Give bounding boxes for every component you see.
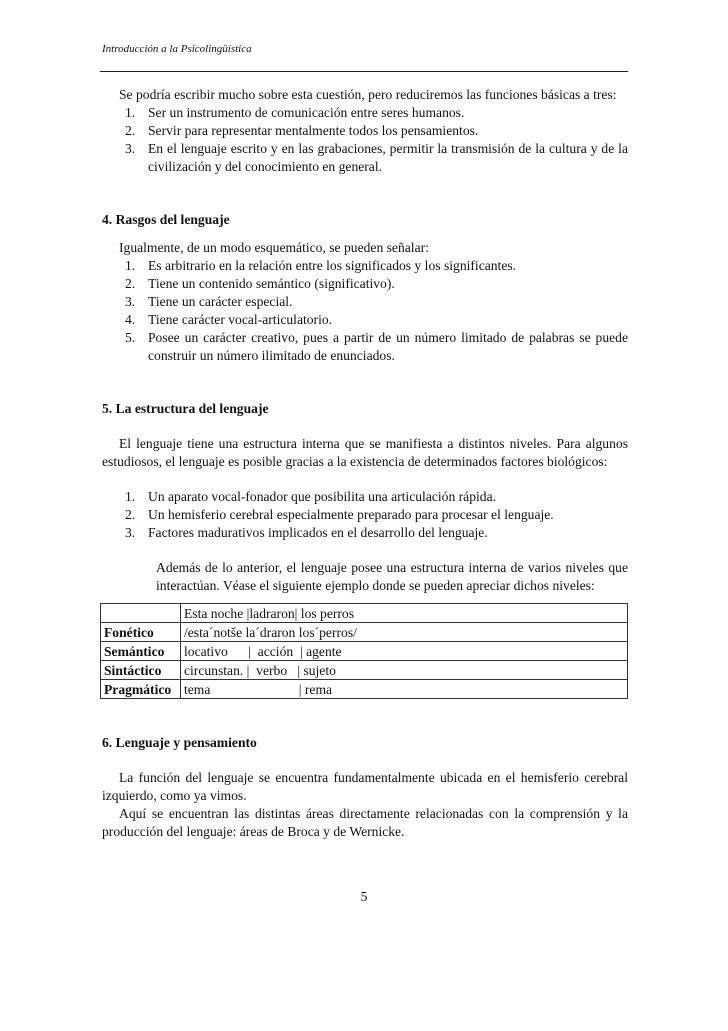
list-item-text: Es arbitrario en la relación entre los significados y los significantes.	[148, 258, 517, 273]
list-item	[102, 329, 628, 365]
list-item-text: Tiene un carácter especial.	[148, 294, 293, 309]
list-number: 3.	[125, 294, 136, 309]
list-number: 2.	[125, 507, 136, 522]
list-number: 1.	[125, 489, 136, 504]
table-cell-empty	[101, 604, 181, 623]
page-number: 5	[360, 889, 368, 904]
section-5-paragraph: El lenguaje tiene una estructura interna que se manifiesta a distintos niveles. Para algunos estudiosos, el lenguaje es posible gracias a la existencia de determinados factores biológicos:	[102, 436, 628, 469]
list-item-text: Un hemisferio cerebral especialmente preparado para procesar el lenguaje.	[148, 507, 554, 522]
list-item	[102, 311, 628, 329]
list-number: 2.	[125, 276, 136, 291]
list-number: 3.	[125, 525, 136, 540]
list-item	[102, 104, 628, 122]
section-4-heading: 4. Rasgos del lenguaje	[102, 212, 230, 227]
list-number: 1.	[125, 258, 136, 273]
header-rule	[100, 71, 628, 72]
list-item	[102, 122, 628, 140]
indented-paragraph: Además de lo anterior, el lenguaje posee una estructura interna de varios niveles que interactúan. Véase el siguiente ejemplo donde se pueden apreciar dichos niveles:	[156, 560, 628, 593]
list-number: 2.	[125, 123, 136, 138]
list-item-text: Factores madurativos implicados en el desarrollo del lenguaje.	[148, 525, 488, 540]
list-item-text: Posee un carácter creativo, pues a partir de un número limitado de palabras se puede construir un número ilimitado de enunciados.	[148, 330, 628, 363]
functions-list	[102, 104, 628, 176]
list-item-text: Servir para representar mentalmente todos los pensamientos.	[148, 123, 479, 138]
list-number: 3.	[125, 141, 136, 156]
list-item	[102, 140, 628, 176]
table-row	[101, 661, 628, 680]
row-value: locativo | acción | agente	[181, 642, 628, 661]
row-value: circunstan. | verbo | sujeto	[181, 661, 628, 680]
page-content	[102, 86, 628, 841]
list-item-text: Tiene un contenido semántico (significativo).	[148, 276, 395, 291]
list-item	[102, 257, 628, 275]
list-item	[102, 293, 628, 311]
table-row	[101, 604, 628, 623]
list-number: 5.	[125, 330, 136, 345]
language-levels-table	[100, 603, 628, 699]
list-number: 1.	[125, 105, 136, 120]
table-row	[101, 642, 628, 661]
section-5-heading: 5. La estructura del lenguaje	[102, 401, 269, 416]
list-item	[102, 524, 628, 542]
list-item	[102, 275, 628, 293]
section-6-paragraph: La función del lenguaje se encuentra fundamentalmente ubicada en el hemisferio cerebral izquierdo, como ya vimos.	[102, 770, 628, 803]
list-item-text: Un aparato vocal-fonador que posibilita una articulación rápida.	[148, 489, 497, 504]
traits-list	[102, 257, 628, 365]
table-example: Esta noche |ladraron| los perros	[181, 604, 628, 623]
table-row	[101, 623, 628, 642]
row-label: Semántico	[101, 642, 181, 661]
intro-paragraph: Se podría escribir mucho sobre esta cuestión, pero reduciremos las funciones básicas a tres:	[119, 87, 617, 102]
list-item-text: Ser un instrumento de comunicación entre seres humanos.	[148, 105, 465, 120]
list-item	[102, 506, 628, 524]
row-value: tema | rema	[181, 680, 628, 699]
row-label: Fonético	[101, 623, 181, 642]
list-item-text: En el lenguaje escrito y en las grabaciones, permitir la transmisión de la cultura y de la civilización y del conocimiento en general.	[148, 141, 628, 174]
section-6-heading: 6. Lenguaje y pensamiento	[102, 735, 257, 750]
running-header: Introducción a la Psicolingüística	[102, 43, 252, 55]
list-item	[102, 488, 628, 506]
table-row	[101, 680, 628, 699]
list-item-text: Tiene carácter vocal-articulatorio.	[148, 312, 333, 327]
row-value: /esta´notše la´draron los´perros/	[181, 623, 628, 642]
section-6-paragraph: Aquí se encuentran las distintas áreas directamente relacionadas con la comprensión y la producción del lenguaje: áreas de Broca y de Wernicke.	[102, 806, 628, 839]
factors-list	[102, 488, 628, 542]
indented-block	[102, 559, 628, 595]
list-number: 4.	[125, 312, 136, 327]
row-label: Sintáctico	[101, 661, 181, 680]
row-label: Pragmático	[101, 680, 181, 699]
section-4-paragraph: Igualmente, de un modo esquemático, se pueden señalar:	[119, 240, 429, 255]
